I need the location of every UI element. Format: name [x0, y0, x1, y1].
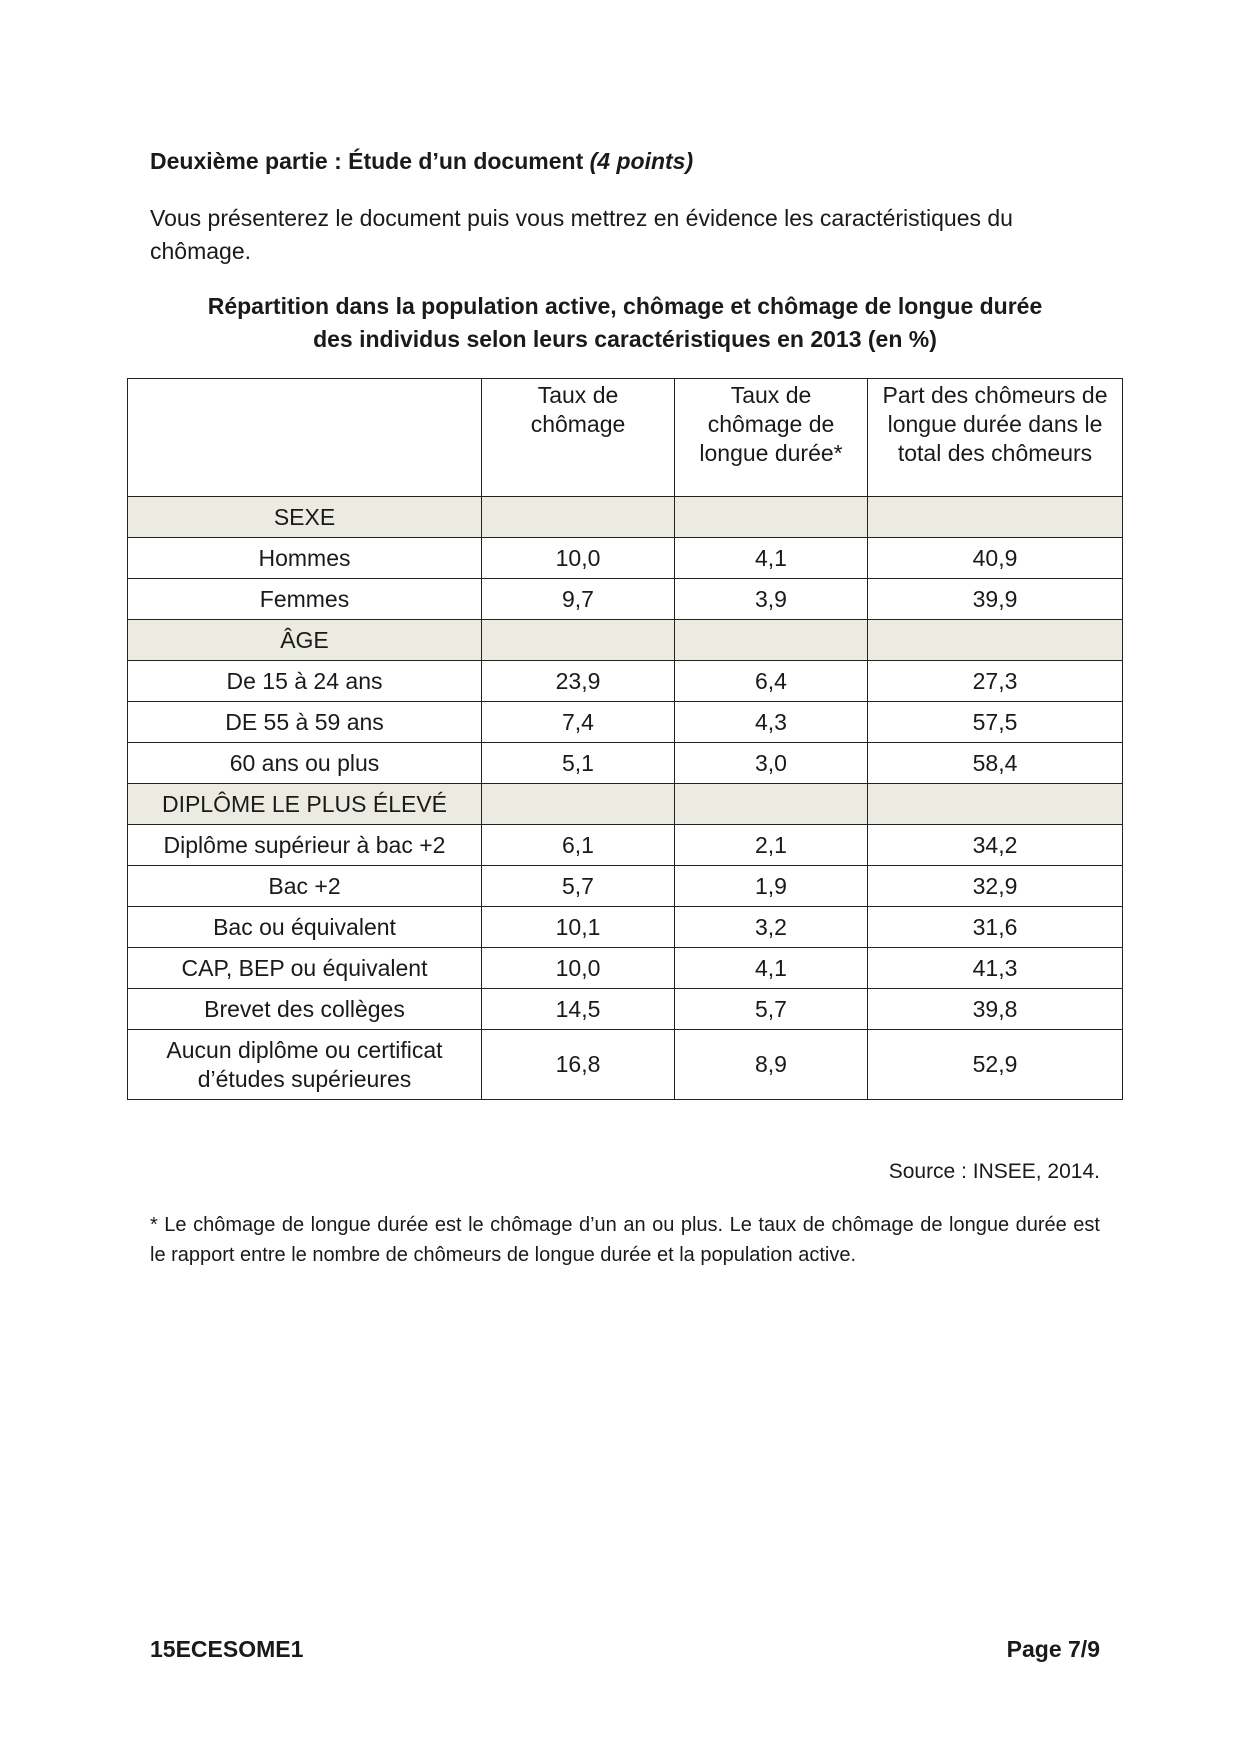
section-empty-cell — [868, 784, 1123, 825]
row-label: Bac ou équivalent — [128, 907, 482, 948]
section-label: ÂGE — [128, 620, 482, 661]
document-title-line1: Répartition dans la population active, chômage et chômage de longue durée — [207, 293, 1043, 319]
section-empty-cell — [675, 497, 868, 538]
cell-taux: 5,7 — [482, 866, 675, 907]
cell-part: 32,9 — [868, 866, 1123, 907]
section-empty-cell — [868, 497, 1123, 538]
table-header-row — [128, 379, 1123, 497]
source-note: Source : INSEE, 2014. — [888, 1160, 1100, 1183]
cell-part: 27,3 — [868, 661, 1123, 702]
header-cell-part-chomeurs-longue-duree: Part des chômeurs de longue durée dans le total des chômeurs — [868, 379, 1123, 497]
cell-taux: 9,7 — [482, 579, 675, 620]
cell-part: 40,9 — [868, 538, 1123, 579]
cell-taux: 10,0 — [482, 538, 675, 579]
cell-taux-ld: 3,0 — [675, 743, 868, 784]
row-label: Femmes — [128, 579, 482, 620]
row-label: Hommes — [128, 538, 482, 579]
cell-taux-ld: 3,2 — [675, 907, 868, 948]
section-label: SEXE — [128, 497, 482, 538]
cell-taux: 14,5 — [482, 989, 675, 1030]
table-row — [128, 907, 1123, 948]
cell-taux: 6,1 — [482, 825, 675, 866]
footer-page-number: Page 7/9 — [1006, 1636, 1100, 1662]
heading-main: Deuxième partie : Étude d’un document — [150, 148, 584, 174]
cell-taux-ld: 4,1 — [675, 948, 868, 989]
cell-taux: 16,8 — [482, 1030, 675, 1100]
table-row — [128, 948, 1123, 989]
section-empty-cell — [482, 620, 675, 661]
table-row — [128, 743, 1123, 784]
page-heading — [150, 148, 693, 175]
table-row — [128, 538, 1123, 579]
section-empty-cell — [675, 784, 868, 825]
section-label: DIPLÔME LE PLUS ÉLEVÉ — [128, 784, 482, 825]
row-label: De 15 à 24 ans — [128, 661, 482, 702]
footer-code: 15ECESOME1 — [150, 1636, 304, 1662]
section-row-diplome — [128, 784, 1123, 825]
cell-taux: 23,9 — [482, 661, 675, 702]
table-row — [128, 866, 1123, 907]
cell-part: 52,9 — [868, 1030, 1123, 1100]
cell-taux-ld: 1,9 — [675, 866, 868, 907]
cell-taux-ld: 6,4 — [675, 661, 868, 702]
section-empty-cell — [482, 497, 675, 538]
cell-taux-ld: 4,1 — [675, 538, 868, 579]
cell-taux-ld: 5,7 — [675, 989, 868, 1030]
cell-taux-ld: 3,9 — [675, 579, 868, 620]
cell-taux-ld: 2,1 — [675, 825, 868, 866]
table-row — [128, 702, 1123, 743]
cell-taux-ld: 4,3 — [675, 702, 868, 743]
footnote: * Le chômage de longue durée est le chômage d’un an ou plus. Le taux de chômage de longue durée est le rapport entre le nombre de chômeurs de longue durée et la population active. — [150, 1214, 1100, 1266]
table-row — [128, 825, 1123, 866]
cell-part: 41,3 — [868, 948, 1123, 989]
cell-part: 39,8 — [868, 989, 1123, 1030]
table-row — [128, 661, 1123, 702]
header-cell-empty — [128, 379, 482, 497]
section-empty-cell — [675, 620, 868, 661]
cell-part: 34,2 — [868, 825, 1123, 866]
table-row — [128, 1030, 1123, 1100]
row-label: DE 55 à 59 ans — [128, 702, 482, 743]
section-empty-cell — [868, 620, 1123, 661]
cell-taux-ld: 8,9 — [675, 1030, 868, 1100]
heading-points: (4 points) — [589, 148, 694, 174]
cell-taux: 10,1 — [482, 907, 675, 948]
cell-part: 39,9 — [868, 579, 1123, 620]
cell-taux: 7,4 — [482, 702, 675, 743]
row-label: Brevet des collèges — [128, 989, 482, 1030]
cell-part: 31,6 — [868, 907, 1123, 948]
row-label: Bac +2 — [128, 866, 482, 907]
section-row-sexe — [128, 497, 1123, 538]
table-row — [128, 579, 1123, 620]
document-title-line2: des individus selon leurs caractéristiques en 2013 (en %) — [313, 326, 937, 352]
section-empty-cell — [482, 784, 675, 825]
instructions: Vous présenterez le document puis vous mettrez en évidence les caractéristiques du chômage. — [150, 205, 1013, 264]
header-cell-taux-chomage-longue-duree: Taux de chômage de longue durée* — [675, 379, 868, 497]
row-label: CAP, BEP ou équivalent — [128, 948, 482, 989]
row-label: 60 ans ou plus — [128, 743, 482, 784]
row-label: Diplôme supérieur à bac +2 — [128, 825, 482, 866]
header-cell-taux-chomage: Taux de chômage — [482, 379, 675, 497]
cell-taux: 10,0 — [482, 948, 675, 989]
section-row-age — [128, 620, 1123, 661]
cell-part: 58,4 — [868, 743, 1123, 784]
table-row — [128, 989, 1123, 1030]
row-label: Aucun diplôme ou certificat d’études supérieures — [128, 1030, 482, 1100]
cell-taux: 5,1 — [482, 743, 675, 784]
document-title — [140, 290, 1110, 356]
data-table — [127, 378, 1123, 1100]
cell-part: 57,5 — [868, 702, 1123, 743]
